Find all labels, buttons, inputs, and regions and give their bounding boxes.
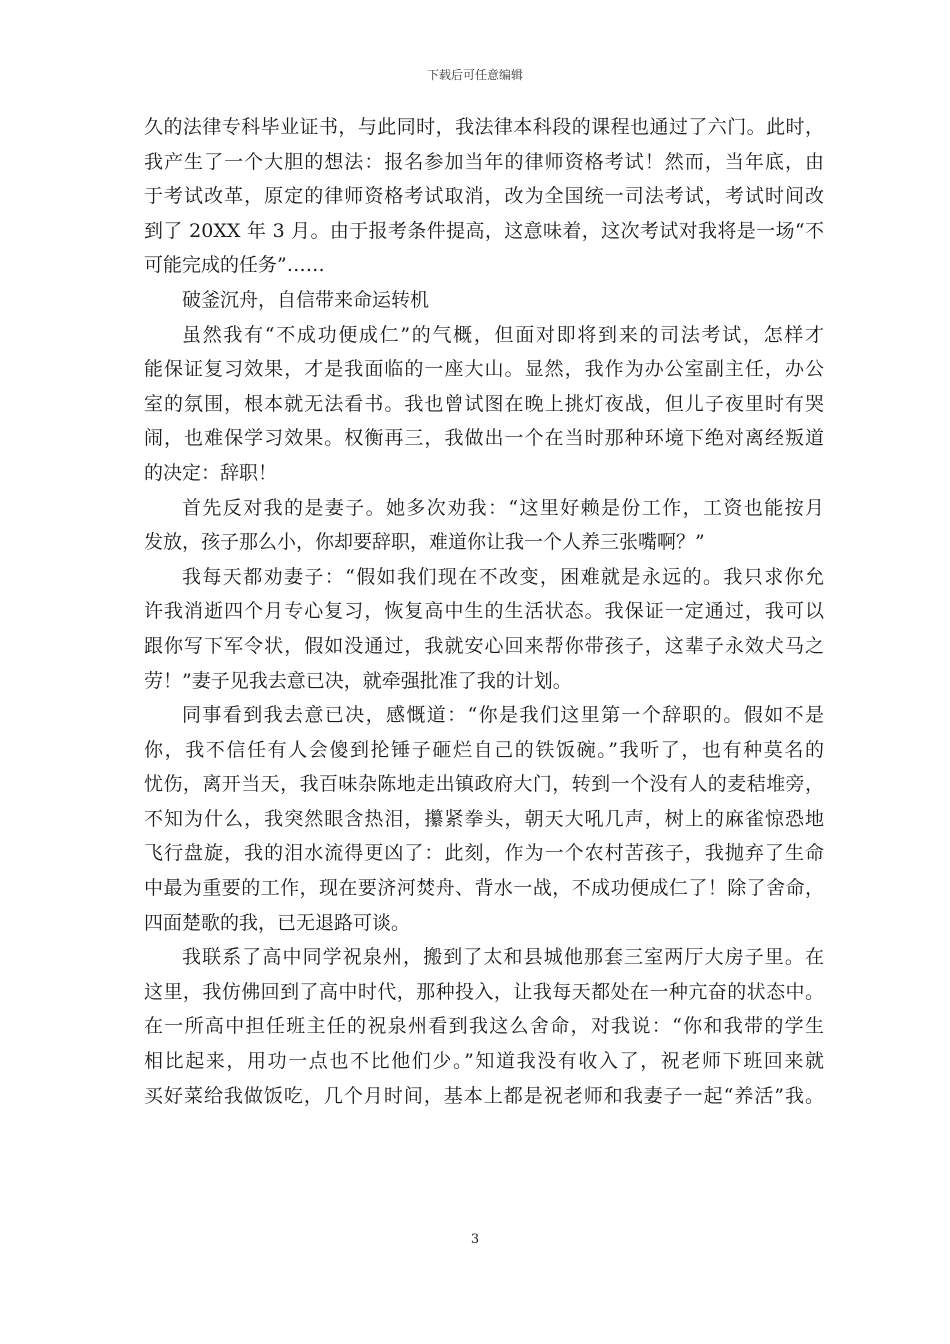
text-line: 这里，我仿佛回到了高中时代，那种投入，让我每天都处在一种亢奋的状态中。	[144, 980, 824, 1003]
text-line: 我联系了高中同学祝泉州，搬到了太和县城他那套三室两厅大房子里。在	[182, 946, 824, 969]
text-line: 我产生了一个大胆的想法：报名参加当年的律师资格考试！然而，当年底，由	[144, 150, 824, 173]
text-line: 许我消逝四个月专心复习，恢复高中生的生活状态。我保证一定通过，我可以	[144, 600, 824, 623]
section-heading: 破釜沉舟，自信带来命运转机	[182, 288, 430, 311]
text-line: 不知为什么，我突然眼含热泪，攥紧拳头，朝天大吼几声，树上的麻雀惊恐地	[144, 807, 824, 830]
text-line: 发放，孩子那么小，你却要辞职，难道你让我一个人养三张嘴啊？”	[144, 531, 705, 554]
text-line: 虽然我有“不成功便成仁”的气概，但面对即将到来的司法考试，怎样才	[182, 323, 824, 346]
text-line: 室的氛围，根本就无法看书。我也曾试图在晚上挑灯夜战，但儿子夜里时有哭	[144, 392, 824, 415]
text-line: 于考试改革，原定的律师资格考试取消，改为全国统一司法考试，考试时间改	[144, 185, 824, 208]
text-line: 到了 20XX 年 3 月。由于报考条件提高，这意味着，这次考试对我将是一场“不	[144, 219, 824, 242]
text-line: 我每天都劝妻子：“假如我们现在不改变，困难就是永远的。我只求你允	[182, 565, 824, 588]
text-line: 能保证复习效果，才是我面临的一座大山。显然，我作为办公室副主任，办公	[144, 358, 824, 381]
text-line: 劳！”妻子见我去意已决，就牵强批准了我的计划。	[144, 669, 572, 692]
text-line: 你，我不信任有人会傻到抡锤子砸烂自己的铁饭碗。”我听了，也有种莫名的	[144, 738, 824, 761]
text-line: 飞行盘旋，我的泪水流得更凶了：此刻，作为一个农村苦孩子，我抛弃了生命	[144, 842, 824, 865]
text-line: 在一所高中担任班主任的祝泉州看到我这么舍命，对我说：“你和我带的学生	[144, 1015, 824, 1038]
text-line: 忧伤，离开当天，我百味杂陈地走出镇政府大门，转到一个没有人的麦秸堆旁，	[144, 773, 824, 796]
text-line: 相比起来，用功一点也不比他们少。”知道我没有收入了，祝老师下班回来就	[144, 1050, 824, 1073]
text-line: 可能完成的任务”……	[144, 254, 325, 277]
text-line: 四面楚歌的我，已无退路可谈。	[144, 911, 411, 934]
text-line: 闹，也难保学习效果。权衡再三，我做出一个在当时那种环境下绝对离经叛道	[144, 427, 824, 450]
text-line: 中最为重要的工作，现在要济河焚舟、背水一战，不成功便成仁了！除了舍命，	[144, 877, 824, 900]
text-line: 跟你写下军令状，假如没通过，我就安心回来帮你带孩子，这辈子永效犬马之	[144, 634, 824, 657]
page-number: 3	[470, 1232, 480, 1247]
text-line: 同事看到我去意已决，感慨道：“你是我们这里第一个辞职的。假如不是	[182, 704, 824, 727]
document-body	[144, 110, 824, 1113]
text-line: 的决定：辞职！	[144, 461, 278, 484]
text-line: 买好菜给我做饭吃，几个月时间，基本上都是祝老师和我妻子一起“养活”我。	[144, 1084, 824, 1107]
page-header: 下载后可任意编辑	[426, 68, 523, 82]
text-line: 久的法律专科毕业证书，与此同时，我法律本科段的课程也通过了六门。此时，	[144, 116, 824, 138]
text-line: 首先反对我的是妻子。她多次劝我：“这里好赖是份工作，工资也能按月	[182, 496, 824, 519]
